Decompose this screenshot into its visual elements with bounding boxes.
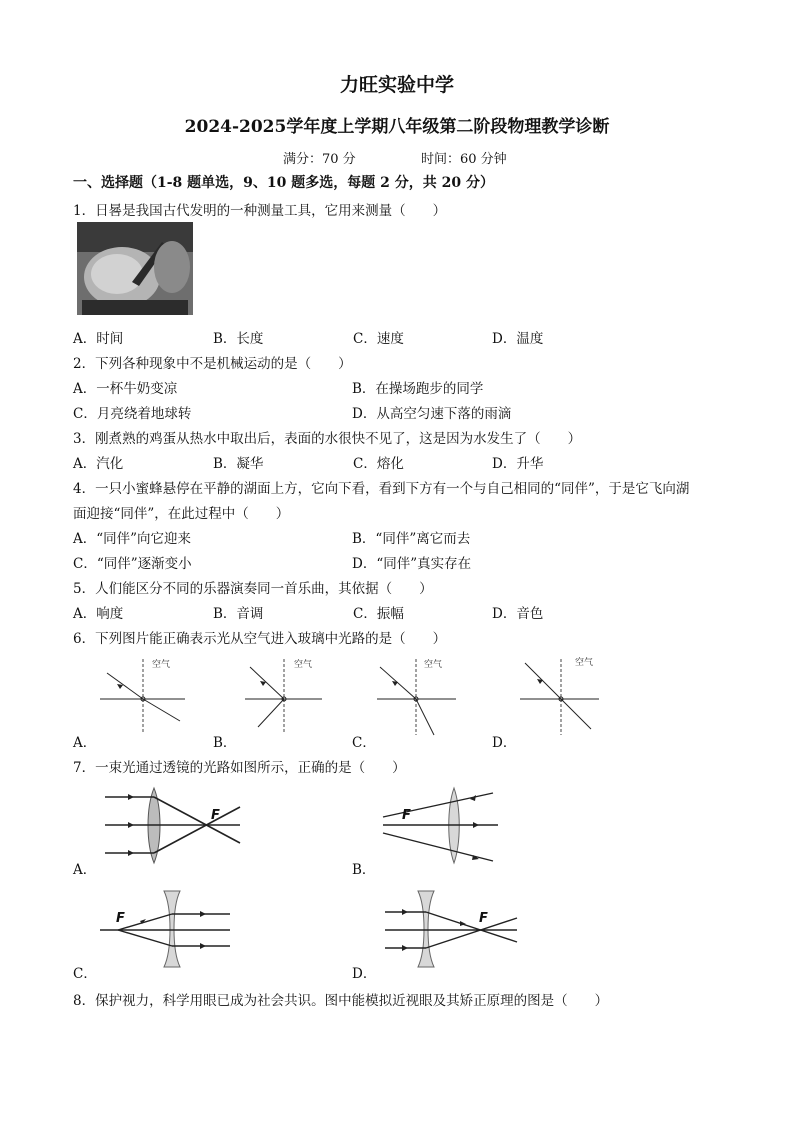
exam-time: 时间：60 分钟 [421, 152, 507, 167]
q6-option-b[interactable]: B． [213, 735, 237, 751]
q7-b-focus-label: F [402, 808, 411, 823]
q7-a-focus-label: F [211, 808, 220, 823]
question-1-stem: 1．日晷是我国古代发明的一种测量工具，它用来测量（ ） [73, 203, 447, 219]
q7-option-b[interactable]: B． [352, 862, 376, 878]
q2-option-a[interactable]: A．一杯牛奶变凉 [73, 381, 178, 397]
q2-option-b[interactable]: B．在操场跑步的同学 [352, 381, 484, 397]
question-2-stem: 2．下列各种现象中不是机械运动的是（ ） [73, 356, 352, 372]
q5-option-d[interactable]: D．音色 [492, 606, 544, 622]
q3-option-a[interactable]: A．汽化 [73, 456, 124, 472]
question-8-stem: 8．保护视力，科学用眼已成为社会共识。图中能模拟近视眼及其矫正原理的图是（ ） [73, 993, 609, 1009]
q4-option-a[interactable]: A．“同伴”向它迎来 [73, 531, 192, 547]
q6-c-air-label: 空气 [424, 660, 443, 670]
q7-d-focus-label: F [479, 911, 488, 926]
q5-option-c[interactable]: C．振幅 [353, 606, 404, 622]
q1-option-c[interactable]: C．速度 [353, 331, 404, 347]
q3-option-b[interactable]: B．凝华 [213, 456, 264, 472]
q7-diagram-d [382, 888, 522, 970]
q1-option-b[interactable]: B．长度 [213, 331, 264, 347]
question-6-stem: 6．下列图片能正确表示光从空气进入玻璃中光路的是（ ） [73, 631, 447, 647]
question-7-stem: 7．一束光通过透镜的光路如图所示，正确的是（ ） [73, 760, 406, 776]
q7-diagram-b [378, 783, 503, 868]
q1-option-d[interactable]: D．温度 [492, 331, 544, 347]
q6-option-c[interactable]: C． [352, 735, 376, 751]
sundial-photo [77, 222, 193, 315]
q7-option-c[interactable]: C． [73, 966, 97, 982]
question-3-stem: 3．刚煮熟的鸡蛋从热水中取出后，表面的水很快不见了，这是因为水发生了（ ） [73, 431, 582, 447]
q4-option-d[interactable]: D．“同伴”真实存在 [352, 556, 472, 572]
exam-title: 2024-2025学年度上学期八年级第二阶段物理教学诊断 [184, 117, 610, 137]
q6-option-a[interactable]: A． [73, 735, 97, 751]
q7-c-focus-label: F [116, 911, 125, 926]
q5-option-a[interactable]: A．响度 [73, 606, 124, 622]
section-title: 一、选择题（1-8 题单选，9、10 题多选，每题 2 分，共 20 分） [73, 175, 494, 191]
q6-d-air-label: 空气 [575, 658, 594, 668]
q1-option-a[interactable]: A．时间 [73, 331, 124, 347]
q3-option-d[interactable]: D．升华 [492, 456, 544, 472]
q3-option-c[interactable]: C．熔化 [353, 456, 404, 472]
q6-option-d[interactable]: D． [492, 735, 517, 751]
q2-option-d[interactable]: D．从高空匀速下落的雨滴 [352, 406, 512, 422]
q4-option-c[interactable]: C．“同伴”逐渐变小 [73, 556, 192, 572]
school-name: 力旺实验中学 [339, 74, 454, 96]
full-score: 满分：70 分 [283, 152, 356, 167]
q6-diagram-d [515, 655, 605, 737]
q7-option-a[interactable]: A． [73, 862, 97, 878]
q6-diagram-a [95, 655, 195, 735]
q4-option-b[interactable]: B．“同伴”离它而去 [352, 531, 471, 547]
q5-option-b[interactable]: B．音调 [213, 606, 264, 622]
q7-option-d[interactable]: D． [352, 966, 377, 982]
q6-a-air-label: 空气 [152, 660, 171, 670]
q6-diagram-b [240, 655, 330, 735]
q6-diagram-c [372, 655, 462, 737]
q6-b-air-label: 空气 [294, 660, 313, 670]
q7-diagram-c [100, 888, 235, 970]
q2-option-c[interactable]: C．月亮绕着地球转 [73, 406, 192, 422]
question-4-stem-line1: 4．一只小蜜蜂悬停在平静的湖面上方，它向下看，看到下方有一个与自己相同的“同伴”，于是它飞向湖 [73, 481, 690, 497]
question-5-stem: 5．人们能区分不同的乐器演奏同一首乐曲，其依据（ ） [73, 581, 433, 597]
question-4-stem-line2: 面迎接“同伴”，在此过程中（ ） [73, 506, 290, 522]
q7-diagram-a [100, 783, 245, 868]
